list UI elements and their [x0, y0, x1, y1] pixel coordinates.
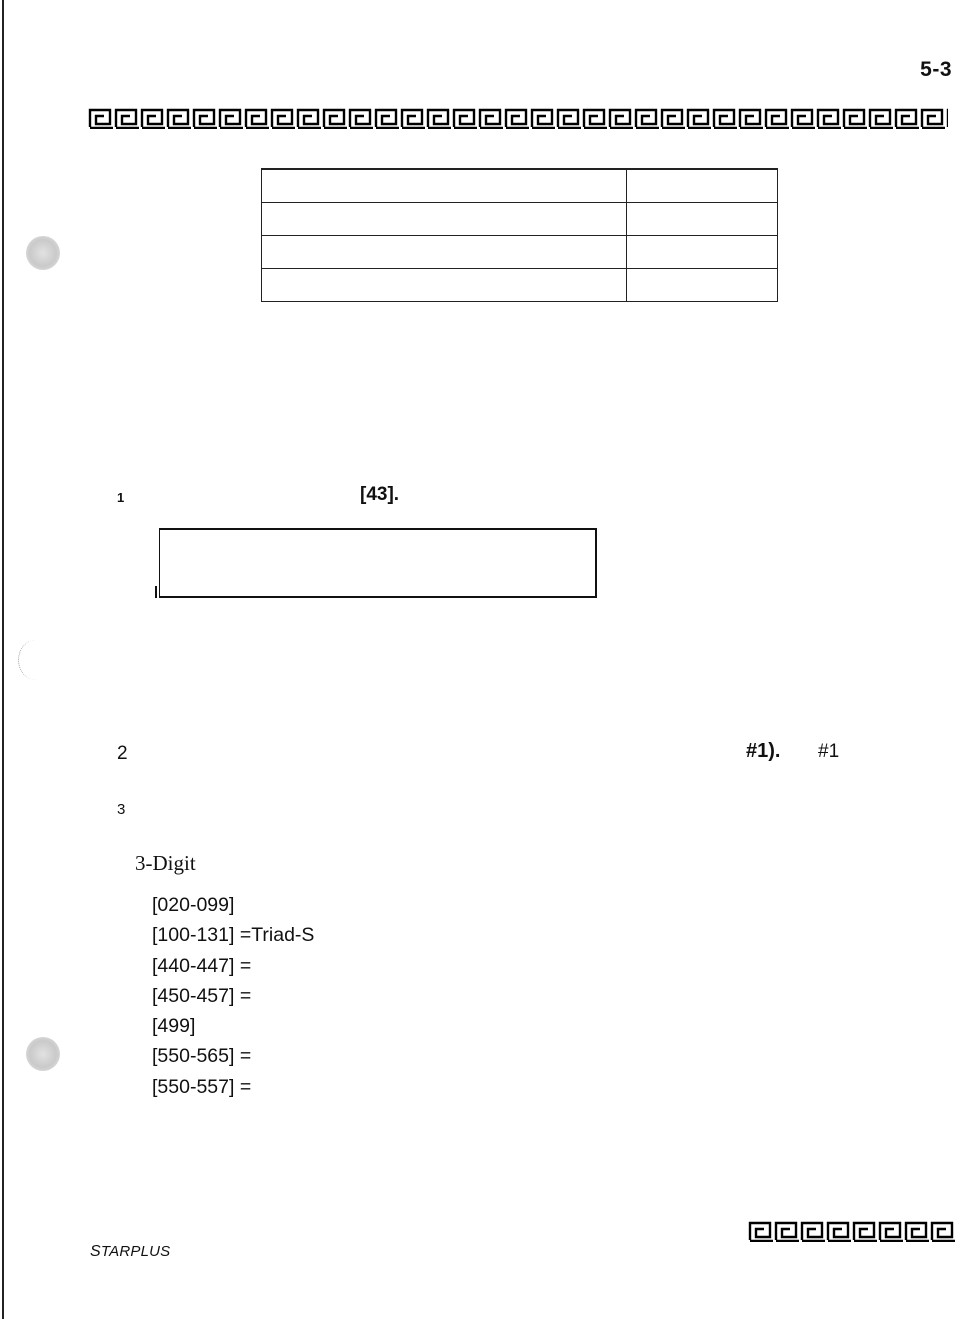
- page-margin-rule: [2, 0, 4, 1319]
- table-cell: [262, 269, 627, 302]
- list-item: [440-447] =: [152, 954, 252, 977]
- table-cell: [627, 169, 778, 203]
- brand-initial: S: [90, 1243, 101, 1260]
- binder-hole-icon: [26, 1037, 60, 1071]
- station-numbers-heading: 3-Digit: [135, 851, 196, 875]
- step-number: 2: [117, 743, 128, 764]
- list-item: [499]: [152, 1015, 196, 1038]
- table-cell: [262, 169, 627, 203]
- list-item: [450-457] =: [152, 984, 252, 1007]
- station-range-list: [152, 890, 314, 1102]
- program-code: [43].: [360, 484, 400, 505]
- key-reference: #1: [818, 741, 840, 762]
- binder-hole-icon: [26, 236, 60, 270]
- list-item: [550-565] =: [152, 1045, 252, 1068]
- list-item: [550-557] =: [152, 1075, 252, 1098]
- table-row: [262, 269, 778, 302]
- reference-table: [261, 168, 778, 302]
- footer-brand: [90, 1243, 170, 1261]
- page-number: 5-3: [920, 58, 952, 81]
- binder-hole-ghost-icon: [18, 640, 53, 680]
- table-cell: [262, 236, 627, 269]
- table-cell: [627, 269, 778, 302]
- table-row: [262, 203, 778, 236]
- table-row: [262, 169, 778, 203]
- table-cell: [262, 203, 627, 236]
- lcd-display-box: [159, 528, 597, 598]
- greek-key-border-bottom: [748, 1220, 956, 1242]
- display-box-mark: [155, 586, 157, 598]
- table-row: [262, 236, 778, 269]
- list-item: [020-099]: [152, 894, 235, 916]
- step-number: 1: [117, 490, 125, 505]
- greek-key-border-top: [88, 107, 948, 129]
- brand-rest: TARPLUS: [100, 1243, 171, 1260]
- table-cell: [627, 203, 778, 236]
- list-item: [100-131] =Triad-S: [152, 924, 315, 947]
- step-number: 3: [117, 801, 126, 818]
- table-cell: [627, 236, 778, 269]
- key-reference-bold: #1).: [746, 740, 781, 762]
